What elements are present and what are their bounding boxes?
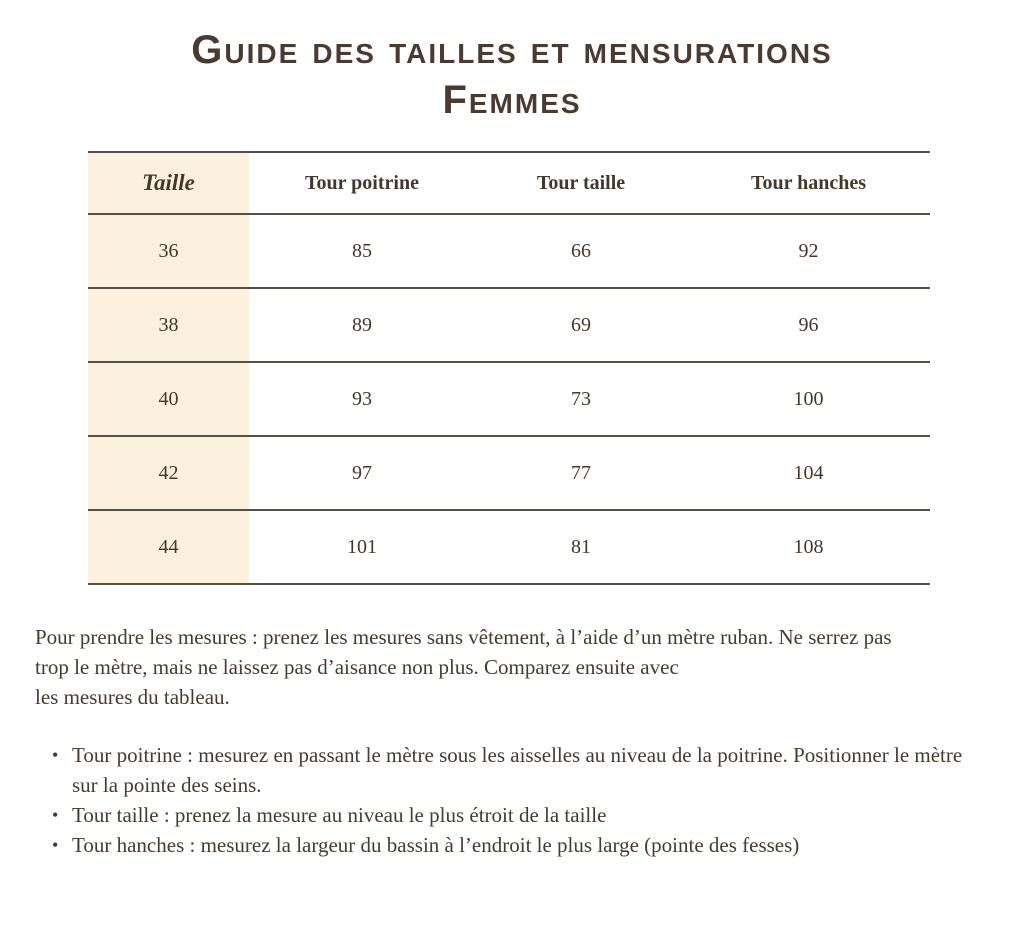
list-item xyxy=(52,740,986,800)
waist-cell: 81 xyxy=(571,535,591,558)
size-cell: 40 xyxy=(88,362,249,436)
chest-cell: 93 xyxy=(352,387,372,410)
table-header-row xyxy=(88,152,930,214)
waist-cell: 66 xyxy=(571,239,591,262)
table-row xyxy=(88,214,930,288)
column-header-tour-hanches: Tour hanches xyxy=(750,171,867,194)
bullet-icon: • xyxy=(52,745,59,765)
size-cell: 36 xyxy=(88,214,249,288)
hips-cell: 104 xyxy=(793,461,824,484)
column-header-tour-poitrine: Tour poitrine xyxy=(305,171,419,194)
bullet-icon: • xyxy=(52,805,59,825)
waist-cell: 69 xyxy=(571,313,591,336)
waist-cell: 77 xyxy=(571,461,591,484)
chest-cell: 97 xyxy=(352,461,372,484)
hips-cell: 108 xyxy=(793,535,824,558)
size-cell: 42 xyxy=(88,436,249,510)
chest-cell: 85 xyxy=(352,239,372,262)
table-row xyxy=(88,288,930,362)
table-row xyxy=(88,436,930,510)
column-header-taille: Taille xyxy=(88,152,249,214)
instructions-line: Pour prendre les mesures : prenez les mesures sans vêtement, à l’aide d’un mètre ruban. Ne serrez pas xyxy=(35,625,892,649)
list-item xyxy=(52,800,986,830)
column-header-tour-taille: Tour taille xyxy=(536,171,626,194)
tip-tour-hanches: Tour hanches : mesurez la largeur du bassin à l’endroit le plus large (pointe des fesses) xyxy=(72,833,800,857)
page-subtitle: Femmes xyxy=(442,78,582,122)
instructions-line: les mesures du tableau. xyxy=(35,685,230,709)
size-cell: 38 xyxy=(88,288,249,362)
tip-tour-poitrine: Tour poitrine : mesurez en passant le mètre sous les aisselles au niveau de la poitrine. Positionner le mètre sur la pointe des seins. xyxy=(72,743,963,797)
size-table xyxy=(88,151,930,585)
hips-cell: 96 xyxy=(798,313,819,336)
hips-cell: 100 xyxy=(793,387,824,410)
waist-cell: 73 xyxy=(571,387,591,410)
table-row xyxy=(88,362,930,436)
measurement-tips-list xyxy=(52,740,986,860)
hips-cell: 92 xyxy=(798,239,819,262)
instructions-line: trop le mètre, mais ne laissez pas d’aisance non plus. Comparez ensuite avec xyxy=(35,655,679,679)
chest-cell: 101 xyxy=(347,535,377,558)
tip-tour-taille: Tour taille : prenez la mesure au niveau le plus étroit de la taille xyxy=(72,803,607,827)
size-cell: 44 xyxy=(88,510,249,584)
list-item xyxy=(52,830,986,860)
bullet-icon: • xyxy=(52,835,59,855)
table-row xyxy=(88,510,930,584)
chest-cell: 89 xyxy=(352,313,372,336)
page-title: Guide des tailles et mensurations xyxy=(191,28,833,72)
measuring-instructions xyxy=(35,622,997,712)
